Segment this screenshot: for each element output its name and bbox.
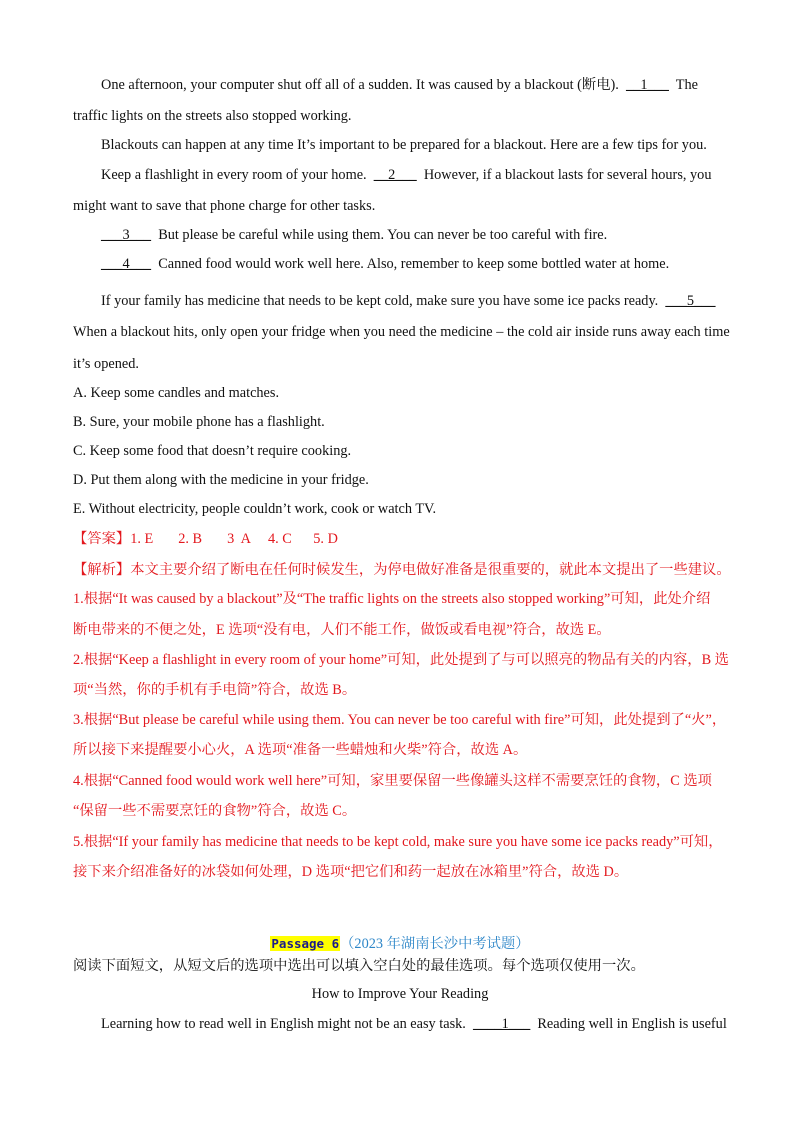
- explanation-5-line-2: 接下来介绍准备好的冰袋如何处理，D 选项“把它们和药一起放在冰箱里”符合，故选 D。: [73, 864, 629, 880]
- text: Reading well in English is useful: [537, 1016, 727, 1032]
- explanation-4-line-2: “保留一些不需要烹饪的食物”符合，故选 C。: [73, 803, 357, 819]
- paragraph-5: [101, 255, 740, 273]
- explanation-2-line-1: 2.根据“Keep a flashlight in every room of your home”可知，此处提到了与可以照亮的物品有关的内容，B 选: [73, 652, 729, 668]
- instructions: 阅读下面短文，从短文后的选项中选出可以填入空白处的最佳选项。每个选项仅使用一次。: [73, 958, 645, 974]
- option-b: B. Sure, your mobile phone has a flashlight.: [73, 414, 325, 430]
- option-e: E. Without electricity, people couldn’t work, cook or watch TV.: [73, 501, 437, 517]
- blank-5: ___5___: [665, 293, 716, 309]
- passage-heading: [0, 935, 800, 953]
- explanation-3-line-2: 所以接下来提醒要小心火，A 选项“准备一些蜡烛和火柴”符合，故选 A。: [73, 742, 528, 758]
- answer-label: 【答案】: [73, 531, 131, 547]
- explanation-4-line-1: 4.根据“Canned food would work well here”可知，家里要保留一些像罐头这样不需要烹饪的食物，C 选项: [73, 773, 712, 789]
- blank-2: __2___: [373, 167, 417, 183]
- passage-title: How to Improve Your Reading: [311, 986, 489, 1002]
- text: Keep a flashlight in every room of your home.: [101, 167, 367, 183]
- text: Learning how to read well in English might not be an easy task.: [101, 1016, 466, 1032]
- text: Canned food would work well here. Also, remember to keep some bottled water at home.: [158, 256, 670, 272]
- explanation-1-line-1: 1.根据“It was caused by a blackout”及“The traffic lights on the streets also stopped working”可知，此处介绍: [73, 591, 711, 607]
- analysis-intro: [73, 561, 740, 579]
- blank-1: __1___: [626, 77, 669, 93]
- text: One afternoon, your computer shut off all of a sudden. It was caused by a blackout (断电).: [101, 77, 619, 93]
- option-a: A. Keep some candles and matches.: [73, 385, 280, 401]
- analysis-label: 【解析】: [73, 562, 131, 578]
- paragraph-6-line-3: it’s opened.: [73, 356, 139, 372]
- explanation-2-line-2: 项“当然，你的手机有手电筒”符合，故选 B。: [73, 682, 357, 698]
- paragraph-2: Blackouts can happen at any time It’s important to be prepared for a blackout. Here are a few tips for you.: [101, 137, 707, 153]
- text: If your family has medicine that needs to be kept cold, make sure you have some ice packs ready.: [101, 293, 659, 309]
- paragraph-4: [101, 226, 740, 244]
- blank-4: ___4___: [101, 256, 152, 272]
- explanation-1-line-2: 断电带来的不便之处，E 选项“没有电，人们不能工作，做饭或看电视”符合，故选 E。: [73, 622, 611, 638]
- paragraph-3-line-2: might want to save that phone charge for other tasks.: [73, 198, 376, 214]
- answer-line: [73, 530, 740, 548]
- blank-1: ____1___: [473, 1016, 531, 1032]
- blank-3: ___3___: [101, 227, 152, 243]
- answer-text: 1. E 2. B 3 A 4. C 5. D: [130, 531, 338, 547]
- passage-first-line: [101, 1015, 740, 1033]
- paragraph-1-line-2: traffic lights on the streets also stopped working.: [73, 108, 352, 124]
- paragraph-6-line-2: When a blackout hits, only open your fridge when you need the medicine – the cold air inside runs away each time: [73, 324, 730, 340]
- paragraph-3-line-1: [101, 166, 740, 184]
- explanation-3-line-1: 3.根据“But please be careful while using them. You can never be too careful with fire”可知，此处提到了“火”，: [73, 712, 727, 728]
- option-d: D. Put them along with the medicine in your fridge.: [73, 472, 369, 488]
- option-c: C. Keep some food that doesn’t require cooking.: [73, 443, 352, 459]
- paragraph-6-line-1: [101, 292, 740, 310]
- text: But please be careful while using them. You can never be too careful with fire.: [158, 227, 608, 243]
- text: However, if a blackout lasts for several hours, you: [423, 167, 712, 183]
- analysis-text: 本文主要介绍了断电在任何时候发生，为停电做好准备是很重要的，就此本文提出了一些建议。: [130, 562, 731, 578]
- paragraph-1-line-1: [101, 76, 740, 94]
- passage-source: （2023 年湖南长沙中考试题）: [340, 936, 530, 952]
- text: The: [675, 77, 699, 93]
- explanation-5-line-1: 5.根据“If your family has medicine that needs to be kept cold, make sure you have some ice packs ready”可知，: [73, 834, 723, 850]
- passage-label: Passage 6: [271, 936, 340, 951]
